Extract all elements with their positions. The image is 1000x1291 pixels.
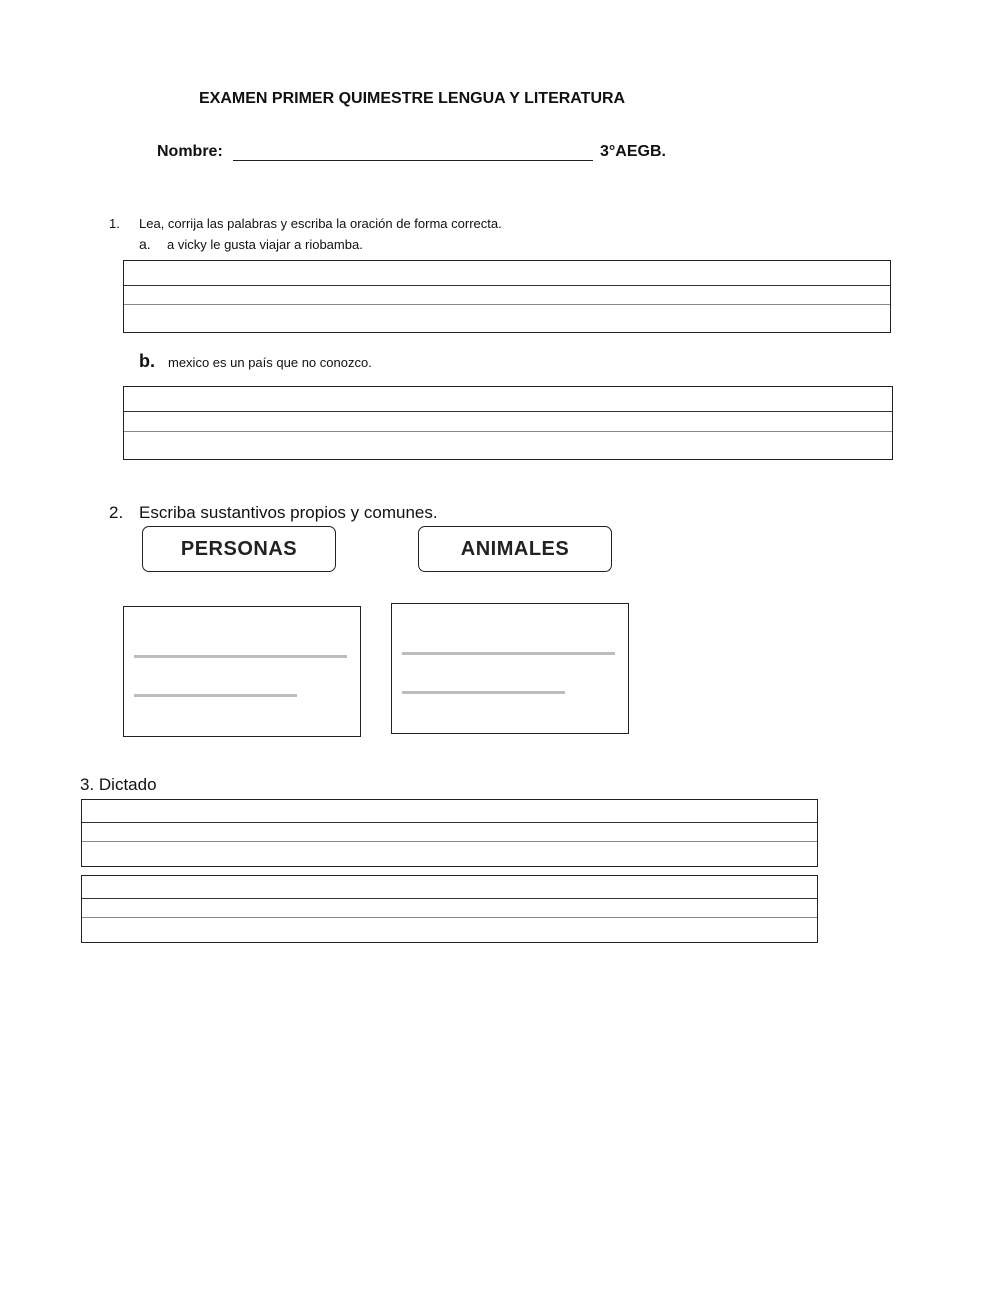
item-a-sentence: a vicky le gusta viajar a riobamba. — [167, 237, 363, 252]
item-b-sentence: mexico es un país que no conozco. — [168, 355, 372, 370]
writing-line — [82, 898, 817, 899]
category-personas-label: PERSONAS — [142, 526, 336, 572]
grade-label: 3°AEGB. — [600, 143, 666, 160]
item-b-letter: b. — [139, 351, 155, 371]
question-1-instruction: Lea, corrija las palabras y escriba la oración de forma correcta. — [139, 216, 502, 231]
answer-lines-a[interactable] — [123, 260, 891, 333]
writing-line — [82, 841, 817, 842]
writing-line — [402, 652, 615, 655]
name-blank-line[interactable] — [233, 160, 593, 161]
writing-line — [124, 304, 890, 305]
writing-line — [124, 431, 892, 432]
writing-line — [124, 411, 892, 412]
category-animales-label: ANIMALES — [418, 526, 612, 572]
answer-lines-b[interactable] — [123, 386, 893, 460]
item-a-letter: a. — [139, 236, 151, 252]
writing-line — [402, 691, 565, 694]
question-2-number: 2. — [109, 503, 124, 522]
question-3-label: 3. Dictado — [80, 775, 157, 794]
question-2-instruction: Escriba sustantivos propios y comunes. — [139, 503, 438, 522]
exam-title: EXAMEN PRIMER QUIMESTRE LENGUA Y LITERATURA — [199, 90, 626, 107]
writing-line — [124, 285, 890, 286]
personas-answer-box[interactable] — [123, 606, 361, 737]
animales-answer-box[interactable] — [391, 603, 629, 734]
name-label: Nombre: — [157, 143, 223, 160]
dictation-lines-1[interactable] — [81, 799, 818, 867]
question-1-number: 1. — [109, 216, 120, 231]
dictation-lines-2[interactable] — [81, 875, 818, 943]
writing-line — [82, 917, 817, 918]
writing-line — [134, 694, 297, 697]
writing-line — [82, 822, 817, 823]
writing-line — [134, 655, 347, 658]
